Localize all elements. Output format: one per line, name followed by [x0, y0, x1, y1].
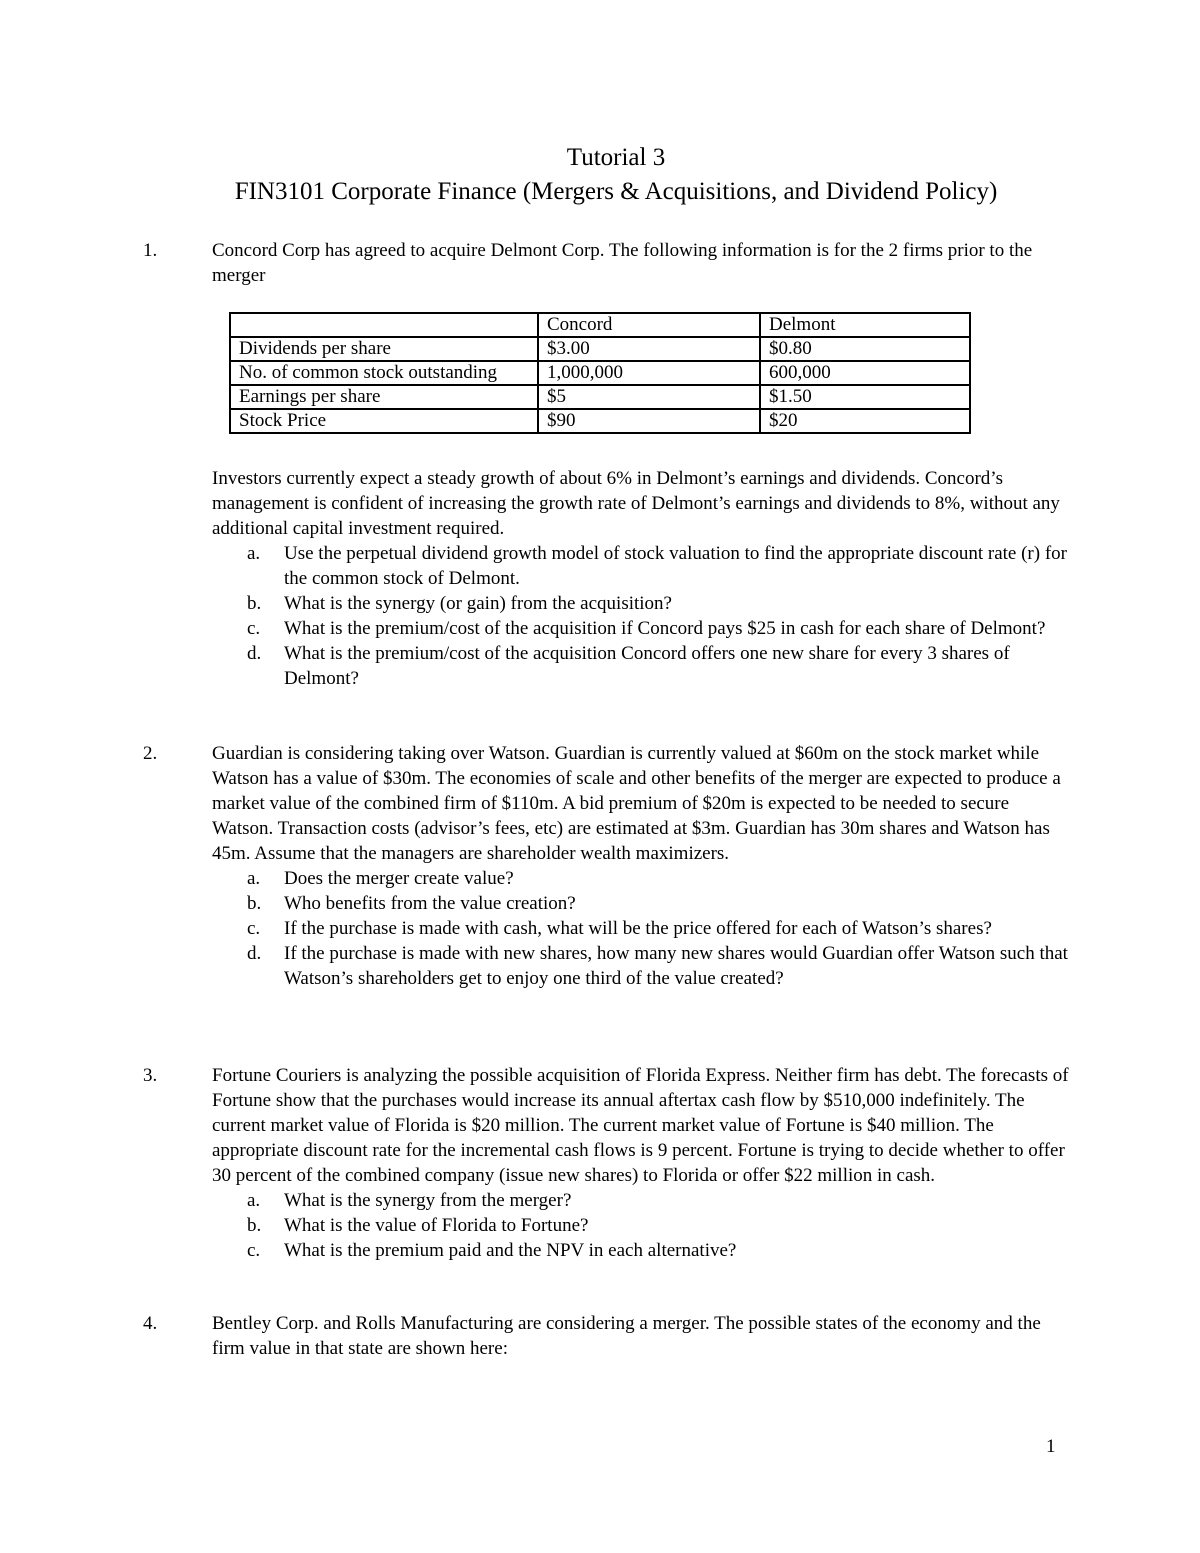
question-1-body — [143, 466, 1073, 691]
sub-question — [212, 866, 1073, 891]
sub-question — [212, 541, 1073, 591]
sub-question-letter: c. — [247, 1240, 261, 1261]
question-4 — [143, 1311, 1073, 1361]
sub-question — [212, 891, 1073, 916]
question-text: Fortune Couriers is analyzing the possible acquisition of Florida Express. Neither firm has debt. The forecasts of Fortune show that the purchases would increase its annual aftertax cash flow by $510,000 indefinitely. The current market value of Florida is $20 million. The current market value of Fortune is $40 million. The appropriate discount rate for the incremental cash flows is 9 percent. Fortune is trying to decide whether to offer 30 percent of the combined company (issue new shares) to Florida or offer $22 million in cash. — [212, 1065, 1069, 1186]
table-row — [230, 361, 970, 385]
sub-question-text: Who benefits from the value creation? — [284, 893, 576, 914]
question-number: 2. — [143, 743, 158, 764]
table-cell: $20 — [760, 409, 970, 433]
table-cell: $0.80 — [760, 337, 970, 361]
table-row — [230, 409, 970, 433]
sub-question — [212, 641, 1073, 691]
question-3 — [143, 1063, 1073, 1263]
question-text: Guardian is considering taking over Watson. Guardian is currently valued at $60m on the stock market while Watson has a value of $30m. The economies of scale and other benefits of the merger are expected to produce a market value of the combined firm of $110m. A bid premium of $20m is expected to be needed to secure Watson. Transaction costs (advisor’s fees, etc) are estimated at $3m. Guardian has 30m shares and Watson has 45m. Assume that the managers are shareholder wealth maximizers. — [212, 743, 1061, 864]
table-cell: 600,000 — [760, 361, 970, 385]
sub-question — [212, 1188, 1073, 1213]
sub-question — [212, 591, 1073, 616]
table-cell: No. of common stock outstanding — [230, 361, 538, 385]
sub-question — [212, 1238, 1073, 1263]
sub-question-letter: b. — [247, 1215, 262, 1236]
question-text: Investors currently expect a steady growth of about 6% in Delmont’s earnings and dividends. Concord’s management is confident of increasing the growth rate of Delmont’s earnings and dividends to 8%, without any additional capital investment required. — [212, 468, 1060, 539]
table-cell: $5 — [538, 385, 760, 409]
table-cell: $90 — [538, 409, 760, 433]
sub-question-letter: c. — [247, 618, 261, 639]
sub-question — [212, 616, 1073, 641]
sub-question-text: What is the synergy (or gain) from the acquisition? — [284, 593, 672, 614]
sub-question-letter: a. — [247, 868, 261, 889]
table-cell: $3.00 — [538, 337, 760, 361]
sub-question-text: What is the premium/cost of the acquisition if Concord pays $25 in cash for each share of Delmont? — [284, 618, 1046, 639]
firm-data-table — [229, 312, 971, 434]
sub-question-text: What is the premium/cost of the acquisition Concord offers one new share for every 3 shares of Delmont? — [284, 643, 1010, 689]
sub-question-letter: a. — [247, 1190, 261, 1211]
question-1 — [143, 238, 1073, 288]
sub-question-text: Does the merger create value? — [284, 868, 514, 889]
sub-question — [212, 1213, 1073, 1238]
question-intro: Concord Corp has agreed to acquire Delmont Corp. The following information is for the 2 firms prior to the merger — [212, 240, 1033, 286]
sub-question-text: What is the synergy from the merger? — [284, 1190, 572, 1211]
sub-question-letter: c. — [247, 918, 261, 939]
question-2 — [143, 741, 1073, 991]
question-text: Bentley Corp. and Rolls Manufacturing are considering a merger. The possible states of the economy and the firm value in that state are shown here: — [212, 1313, 1041, 1359]
table-row — [230, 385, 970, 409]
sub-question-text: If the purchase is made with cash, what will be the price offered for each of Watson’s shares? — [284, 918, 992, 939]
table-cell: Earnings per share — [230, 385, 538, 409]
sub-question-letter: b. — [247, 893, 262, 914]
page-title: Tutorial 3 — [566, 144, 666, 171]
sub-question-list — [212, 866, 1073, 991]
sub-question — [212, 941, 1073, 991]
question-number: 1. — [143, 240, 158, 261]
sub-question-list — [212, 541, 1073, 691]
table-row — [230, 337, 970, 361]
table-cell: $1.50 — [760, 385, 970, 409]
sub-question-letter: d. — [247, 943, 262, 964]
sub-question-letter: a. — [247, 543, 261, 564]
table-cell: Dividends per share — [230, 337, 538, 361]
table-header-cell — [230, 313, 538, 337]
page-subtitle: FIN3101 Corporate Finance (Mergers & Acquisitions, and Dividend Policy) — [234, 178, 998, 205]
sub-question-text: What is the value of Florida to Fortune? — [284, 1215, 589, 1236]
table-header-row — [230, 313, 970, 337]
question-number: 4. — [143, 1313, 158, 1334]
sub-question-letter: b. — [247, 593, 262, 614]
sub-question — [212, 916, 1073, 941]
sub-question-text: If the purchase is made with new shares, how many new shares would Guardian offer Watson such that Watson’s shareholders get to enjoy one third of the value created? — [284, 943, 1068, 989]
sub-question-letter: d. — [247, 643, 262, 664]
sub-question-text: What is the premium paid and the NPV in each alternative? — [284, 1240, 737, 1261]
page-number: 1 — [1046, 1436, 1056, 1457]
table-header-cell: Concord — [538, 313, 760, 337]
sub-question-list — [212, 1188, 1073, 1263]
table-header-cell: Delmont — [760, 313, 970, 337]
table-cell: 1,000,000 — [538, 361, 760, 385]
table-cell: Stock Price — [230, 409, 538, 433]
sub-question-text: Use the perpetual dividend growth model of stock valuation to find the appropriate discount rate (r) for the common stock of Delmont. — [284, 543, 1067, 589]
question-number: 3. — [143, 1065, 158, 1086]
